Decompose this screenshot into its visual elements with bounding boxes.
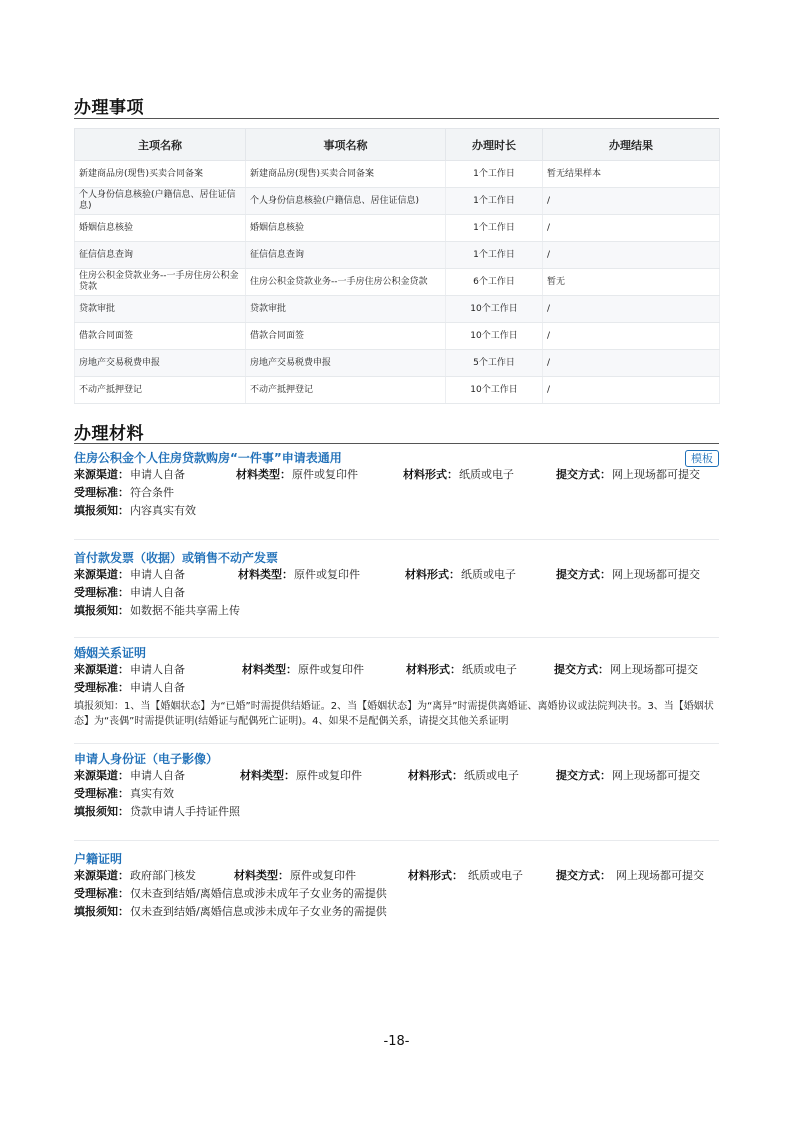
value-standard: 真实有效: [130, 787, 174, 800]
cell-main: 房地产交易税费申报: [75, 350, 246, 377]
label-standard: 受理标准：: [74, 681, 129, 694]
cell-duration: 5个工作日: [446, 350, 543, 377]
material-block: [74, 751, 719, 821]
label-notice: 填报须知：: [74, 805, 129, 818]
value-source: 申请人自备: [130, 769, 185, 782]
label-submit: 提交方式：: [556, 568, 611, 581]
cell-duration: 10个工作日: [446, 323, 543, 350]
material-info-row: [74, 661, 719, 679]
material-divider: [74, 743, 719, 744]
material-standard-row: [74, 679, 719, 697]
value-form: 纸质或电子: [461, 568, 516, 581]
value-submit: 网上现场都可提交: [616, 869, 704, 882]
section-divider: [74, 443, 719, 444]
label-notice: 填报须知：: [74, 905, 129, 918]
material-divider: [74, 539, 719, 540]
header-result: 办理结果: [543, 129, 720, 161]
cell-result: /: [543, 188, 720, 215]
cell-result: 暂无: [543, 269, 720, 296]
material-standard-row: [74, 885, 719, 903]
value-submit: 网上现场都可提交: [610, 663, 698, 676]
section-title-items: 办理事项: [74, 98, 144, 118]
value-source: 政府部门核发: [130, 869, 196, 882]
material-title: 婚姻关系证明: [74, 646, 147, 660]
table-row: [75, 296, 720, 323]
value-submit: 网上现场都可提交: [612, 468, 700, 481]
cell-main: 个人身份信息核验(户籍信息、居住证信息): [75, 188, 246, 215]
value-source: 申请人自备: [130, 663, 185, 676]
material-standard-row: [74, 584, 719, 602]
label-standard: 受理标准：: [74, 486, 129, 499]
label-notice: 填报须知：: [74, 604, 129, 617]
cell-item: 不动产抵押登记: [246, 377, 446, 404]
value-submit: 网上现场都可提交: [612, 769, 700, 782]
label-type: 材料类型：: [242, 663, 297, 676]
label-source: 来源渠道：: [74, 869, 129, 882]
label-standard: 受理标准：: [74, 586, 129, 599]
value-source: 申请人自备: [130, 468, 185, 481]
label-submit: 提交方式：: [554, 663, 609, 676]
cell-duration: 1个工作日: [446, 215, 543, 242]
value-notice: 仅未查到结婚/离婚信息或涉未成年子女业务的需提供: [130, 905, 387, 918]
label-source: 来源渠道：: [74, 468, 129, 481]
material-title: 住房公积金个人住房贷款购房“一件事”申请表通用: [74, 451, 342, 465]
cell-duration: 1个工作日: [446, 188, 543, 215]
table-row: [75, 188, 720, 215]
table-row: [75, 161, 720, 188]
section-divider: [74, 118, 719, 119]
value-type: 原件或复印件: [290, 869, 356, 882]
material-block: [74, 450, 719, 520]
cell-item: 借款合同面签: [246, 323, 446, 350]
header-item-name: 事项名称: [246, 129, 446, 161]
table-row: [75, 269, 720, 296]
label-source: 来源渠道：: [74, 769, 129, 782]
table-row: [75, 350, 720, 377]
label-submit: 提交方式：: [556, 468, 611, 481]
material-notice-row: [74, 502, 719, 520]
label-submit: 提交方式：: [556, 869, 611, 882]
material-standard-row: [74, 484, 719, 502]
value-notice: 内容真实有效: [130, 504, 196, 517]
cell-result: /: [543, 377, 720, 404]
cell-result: /: [543, 323, 720, 350]
cell-item: 个人身份信息核验(户籍信息、居住证信息): [246, 188, 446, 215]
table-row: [75, 242, 720, 269]
cell-result: /: [543, 350, 720, 377]
value-type: 原件或复印件: [294, 568, 360, 581]
label-form: 材料形式：: [408, 869, 463, 882]
cell-result: /: [543, 242, 720, 269]
label-form: 材料形式：: [403, 468, 458, 481]
label-form: 材料形式：: [406, 663, 461, 676]
page-number: -18-: [383, 1034, 410, 1049]
label-standard: 受理标准：: [74, 787, 129, 800]
header-main-name: 主项名称: [75, 129, 246, 161]
material-block: [74, 645, 719, 729]
value-notice: 如数据不能共享需上传: [130, 604, 240, 617]
material-notice-text: 填报须知：1、当【婚姻状态】为“已婚”时需提供结婚证。2、当【婚姻状态】为“离异”时需提供离婚证、离婚协议或法院判决书。3、当【婚姻状态】为“丧偶”时需提供证明(结婚证与配偶死亡证明)。4、如果不是配偶关系，请提交其他关系证明: [74, 701, 714, 727]
label-type: 材料类型：: [234, 869, 289, 882]
cell-item: 征信信息查询: [246, 242, 446, 269]
value-submit: 网上现场都可提交: [612, 568, 700, 581]
cell-item: 贷款审批: [246, 296, 446, 323]
cell-duration: 1个工作日: [446, 161, 543, 188]
cell-main: 征信信息查询: [75, 242, 246, 269]
cell-duration: 10个工作日: [446, 296, 543, 323]
value-form: 纸质或电子: [464, 769, 519, 782]
value-standard: 申请人自备: [130, 586, 185, 599]
label-notice: 填报须知：: [74, 504, 129, 517]
label-type: 材料类型：: [240, 769, 295, 782]
cell-main: 贷款审批: [75, 296, 246, 323]
value-type: 原件或复印件: [292, 468, 358, 481]
table-header-row: [75, 129, 720, 161]
material-title: 首付款发票（收据）或销售不动产发票: [74, 551, 279, 565]
material-info-row: [74, 466, 719, 484]
material-block: [74, 851, 719, 921]
material-notice-row: [74, 602, 719, 620]
material-info-row: [74, 767, 719, 785]
template-button[interactable]: 模板: [685, 450, 719, 467]
value-form: 纸质或电子: [462, 663, 517, 676]
value-standard: 仅未查到结婚/离婚信息或涉未成年子女业务的需提供: [130, 887, 387, 900]
cell-result: /: [543, 215, 720, 242]
label-submit: 提交方式：: [556, 769, 611, 782]
cell-duration: 6个工作日: [446, 269, 543, 296]
cell-item: 住房公积金贷款业务--一手房住房公积金贷款: [246, 269, 446, 296]
table-row: [75, 215, 720, 242]
value-type: 原件或复印件: [298, 663, 364, 676]
value-notice: 贷款申请人手持证件照: [130, 805, 240, 818]
table-row: [75, 377, 720, 404]
table-row: [75, 323, 720, 350]
items-table: [74, 128, 720, 404]
cell-result: /: [543, 296, 720, 323]
material-notice-row: [74, 903, 719, 921]
value-standard: 申请人自备: [130, 681, 185, 694]
cell-item: 新建商品房(现售)买卖合同备案: [246, 161, 446, 188]
material-block: [74, 550, 719, 620]
section-title-materials: 办理材料: [74, 424, 144, 444]
material-notice-row: [74, 803, 719, 821]
cell-item: 房地产交易税费申报: [246, 350, 446, 377]
material-standard-row: [74, 785, 719, 803]
label-type: 材料类型：: [238, 568, 293, 581]
material-title: 申请人身份证（电子影像）: [74, 752, 219, 766]
value-type: 原件或复印件: [296, 769, 362, 782]
cell-result: 暂无结果样本: [543, 161, 720, 188]
cell-main: 婚姻信息核验: [75, 215, 246, 242]
cell-main: 不动产抵押登记: [75, 377, 246, 404]
value-source: 申请人自备: [130, 568, 185, 581]
cell-duration: 1个工作日: [446, 242, 543, 269]
cell-main: 住房公积金贷款业务--一手房住房公积金贷款: [75, 269, 246, 296]
value-standard: 符合条件: [130, 486, 174, 499]
label-standard: 受理标准：: [74, 887, 129, 900]
value-form: 纸质或电子: [468, 869, 523, 882]
cell-main: 新建商品房(现售)买卖合同备案: [75, 161, 246, 188]
material-title: 户籍证明: [74, 852, 123, 866]
cell-duration: 10个工作日: [446, 377, 543, 404]
material-divider: [74, 840, 719, 841]
label-source: 来源渠道：: [74, 663, 129, 676]
header-duration: 办理时长: [446, 129, 543, 161]
cell-main: 借款合同面签: [75, 323, 246, 350]
label-form: 材料形式：: [405, 568, 460, 581]
label-form: 材料形式：: [408, 769, 463, 782]
material-info-row: [74, 566, 719, 584]
label-type: 材料类型：: [236, 468, 291, 481]
label-source: 来源渠道：: [74, 568, 129, 581]
value-form: 纸质或电子: [459, 468, 514, 481]
material-divider: [74, 637, 719, 638]
material-info-row: [74, 867, 719, 885]
cell-item: 婚姻信息核验: [246, 215, 446, 242]
